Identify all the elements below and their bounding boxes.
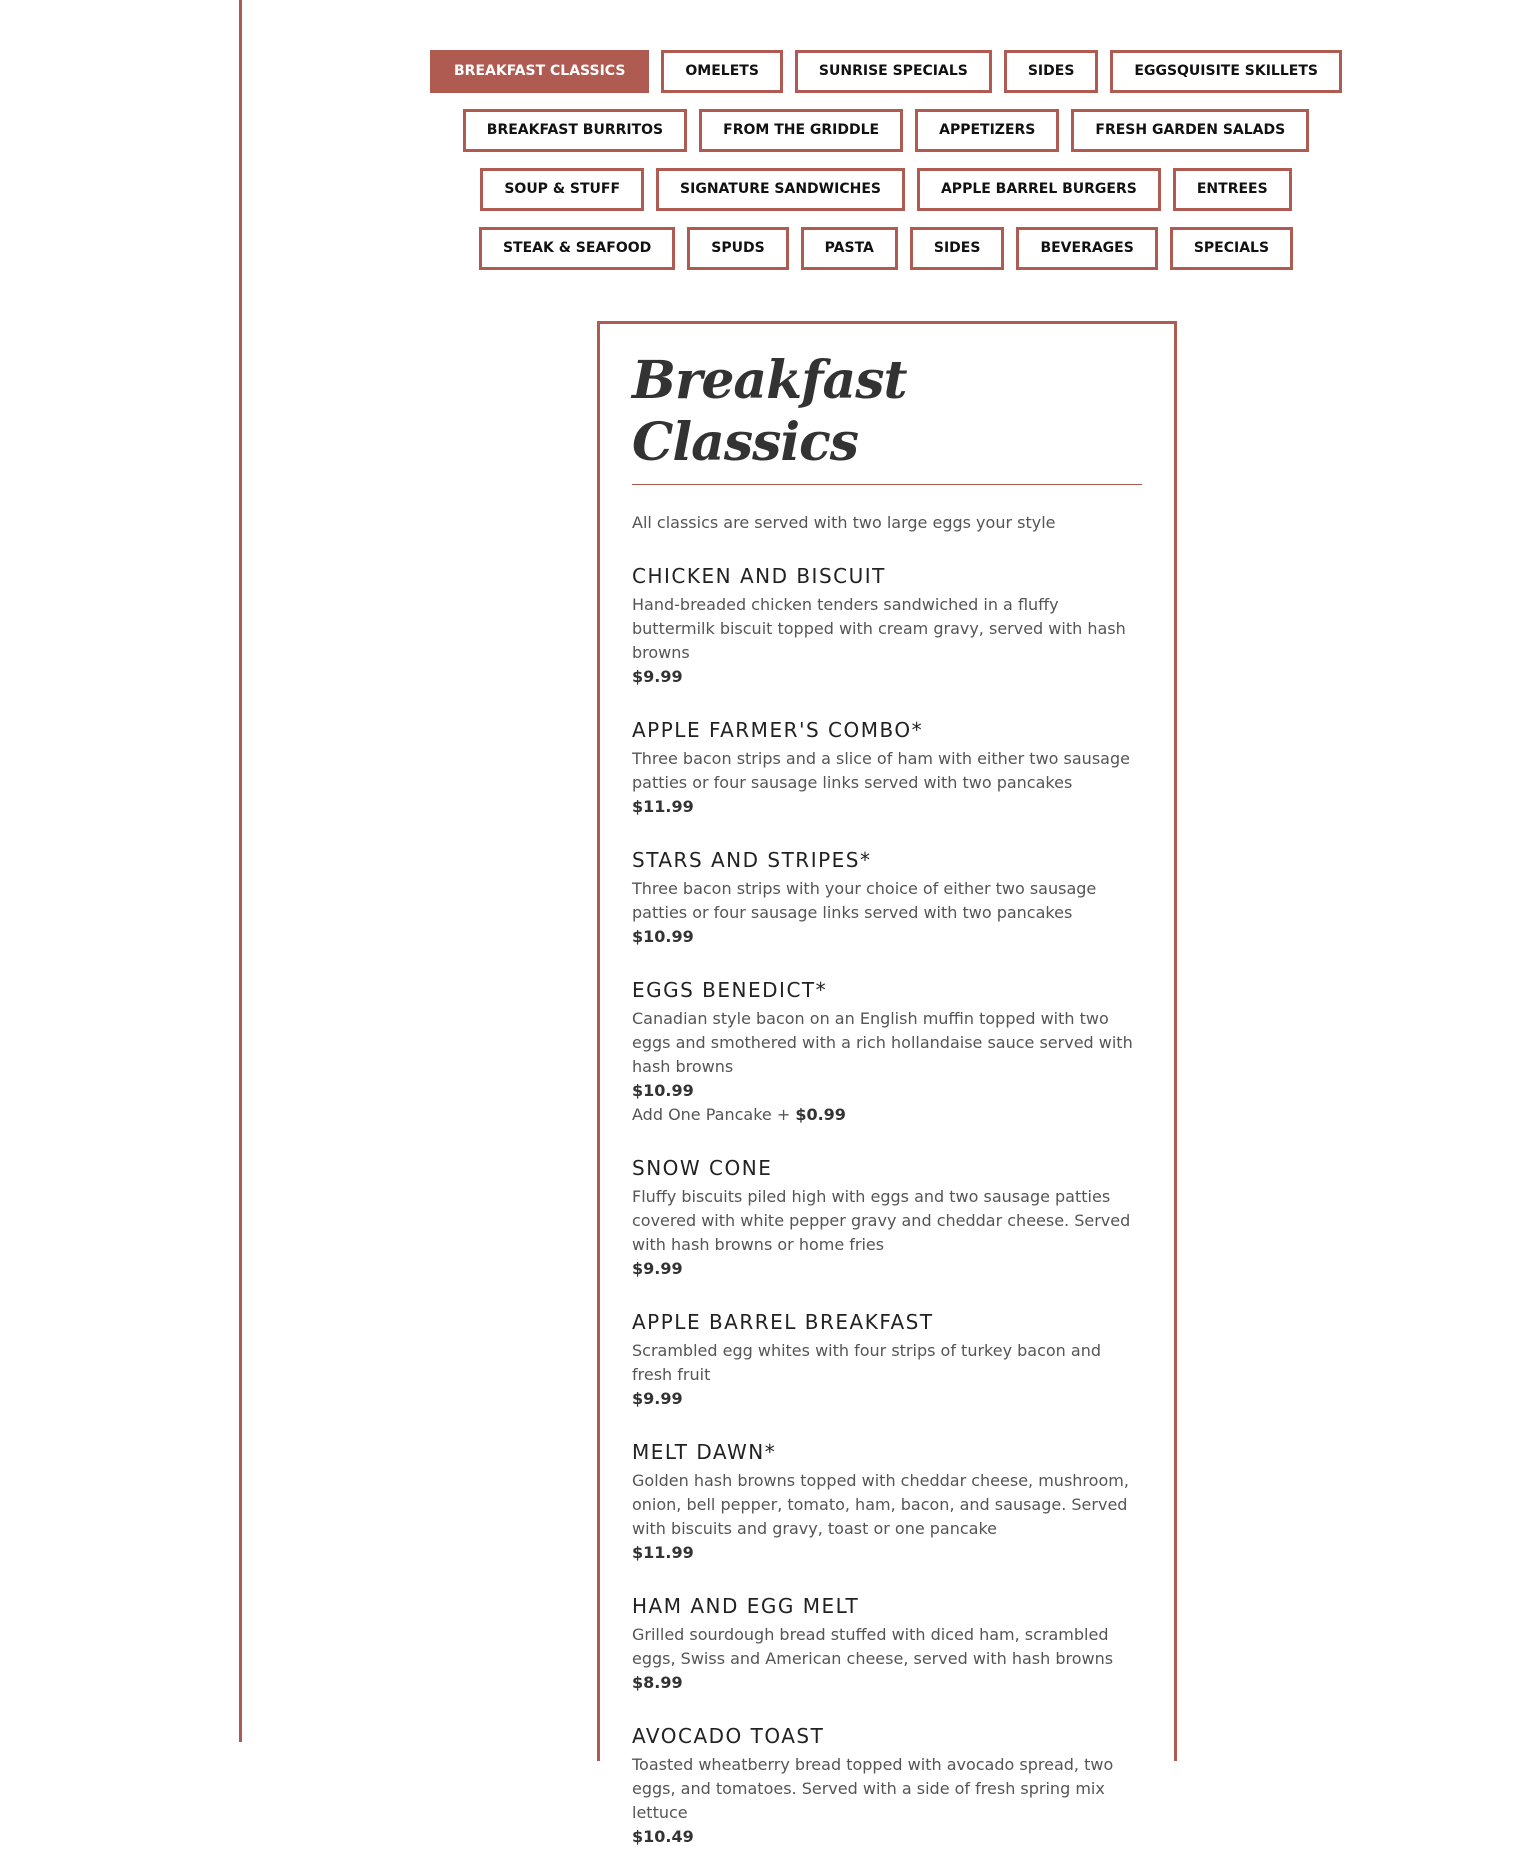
addon-price: $0.99 — [795, 1105, 846, 1124]
menu-item-description: Hand-breaded chicken tenders sandwiched in a fluffy buttermilk biscuit topped with cream gravy, served with hash browns — [632, 595, 1126, 662]
menu-item-price: $9.99 — [632, 1259, 683, 1278]
menu-item — [632, 1439, 1142, 1565]
menu-item-name: APPLE FARMER'S COMBO* — [632, 718, 924, 742]
tab-steak-and-seafood[interactable]: STEAK & SEAFOOD — [479, 227, 675, 270]
tab-breakfast-burritos[interactable]: BREAKFAST BURRITOS — [463, 109, 687, 152]
title-divider — [632, 484, 1142, 485]
menu-item — [632, 1309, 1142, 1411]
menu-item-name: STARS AND STRIPES* — [632, 848, 872, 872]
nav-row — [242, 168, 1530, 211]
menu-item — [632, 977, 1142, 1127]
tab-appetizers[interactable]: APPETIZERS — [915, 109, 1059, 152]
menu-item-price: $10.99 — [632, 1081, 694, 1100]
section-intro: All classics are served with two large eggs your style — [632, 513, 1056, 532]
menu-item-description: Golden hash browns topped with cheddar cheese, mushroom, onion, bell pepper, tomato, ham, bacon, and sausage. Served with biscuits and gravy, toast or one pancake — [632, 1471, 1129, 1538]
section-title: Breakfast Classics — [632, 350, 907, 473]
menu-item — [632, 1723, 1142, 1849]
menu-item-price: $9.99 — [632, 667, 683, 686]
tab-spuds[interactable]: SPUDS — [687, 227, 788, 270]
menu-item-price: $11.99 — [632, 797, 694, 816]
menu-item-name: SNOW CONE — [632, 1156, 773, 1180]
tab-signature-sandwiches[interactable]: SIGNATURE SANDWICHES — [656, 168, 905, 211]
nav-row — [242, 109, 1530, 152]
tab-apple-barrel-burgers[interactable]: APPLE BARREL BURGERS — [917, 168, 1161, 211]
menu-item — [632, 847, 1142, 949]
menu-item-list — [632, 563, 1142, 1849]
menu-item-price: $9.99 — [632, 1389, 683, 1408]
menu-item-price: $10.49 — [632, 1827, 694, 1846]
tab-eggsquisite-skillets[interactable]: EGGSQUISITE SKILLETS — [1110, 50, 1342, 93]
tab-sunrise-specials[interactable]: SUNRISE SPECIALS — [795, 50, 992, 93]
menu-item-name: MELT DAWN* — [632, 1440, 777, 1464]
menu-item-price: $10.99 — [632, 927, 694, 946]
menu-item — [632, 1155, 1142, 1281]
menu-item — [632, 563, 1142, 689]
menu-item-description: Canadian style bacon on an English muffin topped with two eggs and smothered with a rich hollandaise sauce served with hash browns — [632, 1009, 1133, 1076]
tab-sides[interactable]: SIDES — [1004, 50, 1099, 93]
tab-omelets[interactable]: OMELETS — [661, 50, 783, 93]
menu-item — [632, 717, 1142, 819]
tab-entrees[interactable]: ENTREES — [1173, 168, 1292, 211]
menu-item-description: Grilled sourdough bread stuffed with diced ham, scrambled eggs, Swiss and American cheese, served with hash browns — [632, 1625, 1114, 1668]
menu-item-addon — [632, 1103, 1142, 1127]
menu-card — [597, 321, 1177, 1846]
menu-item-name: CHICKEN AND BISCUIT — [632, 564, 886, 588]
tab-fresh-garden-salads[interactable]: FRESH GARDEN SALADS — [1071, 109, 1309, 152]
menu-item-description: Three bacon strips with your choice of either two sausage patties or four sausage links served with two pancakes — [632, 879, 1097, 922]
tab-from-the-griddle[interactable]: FROM THE GRIDDLE — [699, 109, 903, 152]
nav-row — [242, 227, 1530, 270]
menu-item-description: Fluffy biscuits piled high with eggs and two sausage patties covered with white pepper gravy and cheddar cheese. Served with hash browns or home fries — [632, 1187, 1131, 1254]
menu-item-price: $11.99 — [632, 1543, 694, 1562]
tab-sides[interactable]: SIDES — [910, 227, 1005, 270]
tab-breakfast-classics[interactable]: BREAKFAST CLASSICS — [430, 50, 649, 93]
menu-item-price: $8.99 — [632, 1673, 683, 1692]
category-nav — [242, 50, 1530, 286]
tab-pasta[interactable]: PASTA — [801, 227, 898, 270]
tab-beverages[interactable]: BEVERAGES — [1016, 227, 1157, 270]
tab-soup-and-stuff[interactable]: SOUP & STUFF — [480, 168, 644, 211]
tab-specials[interactable]: SPECIALS — [1170, 227, 1293, 270]
menu-item-name: APPLE BARREL BREAKFAST — [632, 1310, 934, 1334]
menu-item-name: HAM AND EGG MELT — [632, 1594, 860, 1618]
nav-row — [242, 50, 1530, 93]
menu-item-description: Three bacon strips and a slice of ham with either two sausage patties or four sausage links served with two pancakes — [632, 749, 1130, 792]
menu-item — [632, 1593, 1142, 1695]
menu-item-name: EGGS BENEDICT* — [632, 978, 828, 1002]
menu-item-name: AVOCADO TOAST — [632, 1724, 825, 1748]
menu-item-description: Toasted wheatberry bread topped with avocado spread, two eggs, and tomatoes. Served with a side of fresh spring mix lettuce — [632, 1755, 1114, 1822]
menu-item-description: Scrambled egg whites with four strips of turkey bacon and fresh fruit — [632, 1341, 1101, 1384]
addon-label: Add One Pancake + — [632, 1105, 796, 1124]
